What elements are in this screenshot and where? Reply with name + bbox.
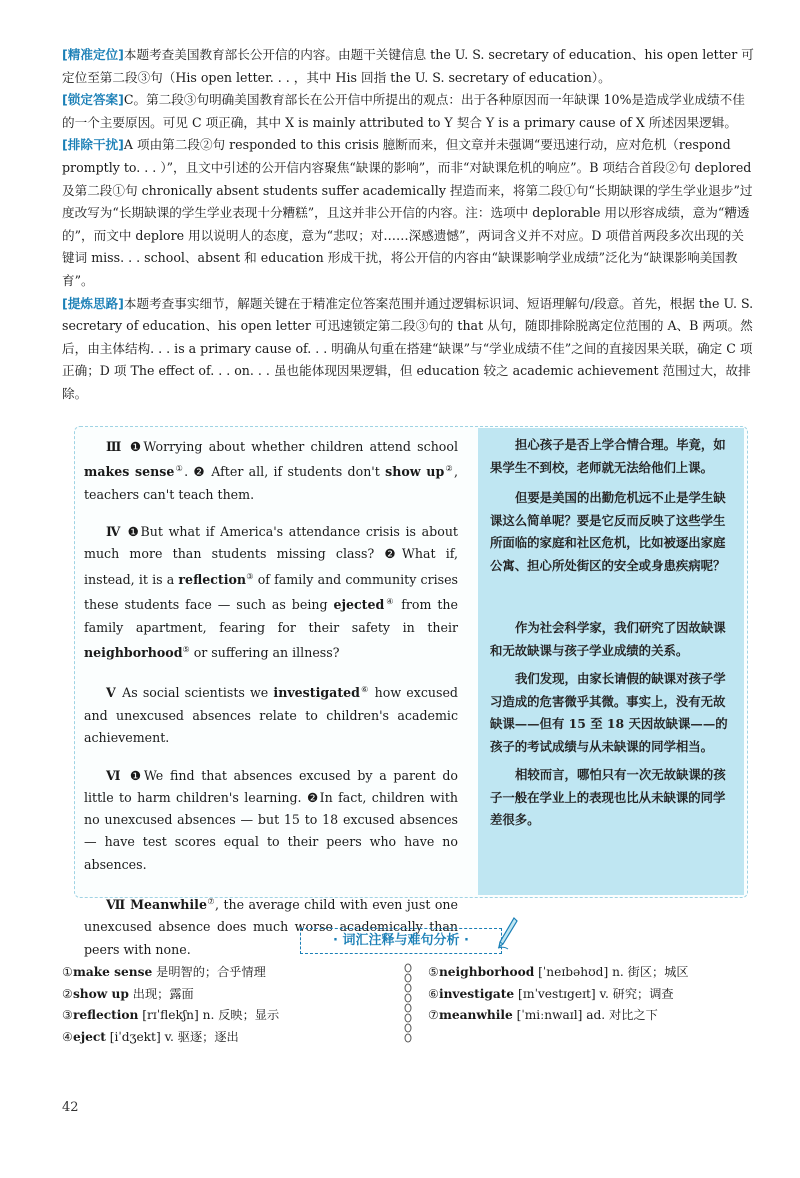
paragraph-number: Ⅳ [106,524,122,540]
passage-text: of family and community crises these students face — such as being [84,571,458,613]
keyword: investigated [273,685,360,701]
passage-text: or suffering an illness? [189,645,340,661]
exclude-distractor-tag: [排除干扰] [62,137,124,153]
vocab-word: reflection [72,1008,139,1022]
paragraph-number: Ⅵ [106,767,124,783]
passage-paragraph-3 [84,436,458,506]
chinese-translation-panel [478,428,744,895]
analysis-paragraph [62,44,754,89]
vocab-item [62,1005,279,1027]
footnote-marker: ② [444,464,454,474]
passage-paragraph-6 [84,765,458,876]
analysis-text: C。第二段③句明确美国教育部长在公开信中所提出的观点：出于各种原因而一年缺课 10%是造成学业成绩不佳的一个主要原因。可见 C 项正确，其中 X is mainly attributed to Y 契合 Y is a primary cause of X 所述因果逻辑。 [62,92,745,130]
vocab-number: ③ [62,1008,73,1022]
lock-answer-tag: [锁定答案] [62,92,124,108]
passage-text: . ❷ After all, if students don't [184,464,386,480]
footnote-marker: ① [174,464,185,474]
pen-icon [496,916,518,950]
page-number: 42 [62,1100,79,1115]
vocab-right-column [428,962,689,1027]
vocab-definition: [ˈneɪbəhʊd] n. 街区；城区 [534,965,689,979]
passage-text: how excused and unexcused absences relate to children's academic achievement. [84,685,458,746]
translation-paragraph: 作为社会科学家，我们研究了因故缺课和无故缺课与孩子学业成绩的关系。 [490,620,726,658]
passage-text: , the average child with even just one unexcused absence does much worse academically than peers with none. [84,897,458,957]
keyword: ejected [333,597,385,613]
analysis-text: A 项由第二段②句 responded to this crisis 臆断而来，但文章并未强调“要迅速行动，应对危机（respond promptly to. . . ）”，且文中引述的公开信内容聚焦“缺课的影响”，而非“对缺课危机的响应”。B 项结合首段②句 deplored 及第二段①句 chronically absent students suffer academically 捏造而来，将第二段①句“长期缺课的学生学业退步”过度改写为“长期缺课的学生学业表现十分糟糕”，且这并非公开信的内容。注：选项中 deplorable 用以形容成绩，意为“糟透的”，而文中 deplore 用以说明人的态度，意为“悲叹；对……深感遗憾”，两词含义并不对应。D 项借首两段多次出现的关键词 miss. . . school、absent 和 education 形成干扰，将公开信的内容由“缺课影响学业成绩”泛化为“缺课影响美国教育”。 [62,137,753,288]
analysis-section [62,44,754,406]
translation-paragraph: 我们发现，由家长请假的缺课对孩子学习造成的危害微乎其微。事实上，没有无故缺课——但有 15 至 18 天因故缺课——的孩子的考试成绩与从未缺课的同学相当。 [490,671,728,754]
precise-locate-tag: [精准定位] [62,47,124,62]
vocab-item [62,984,279,1006]
vocab-number: ① [62,965,73,979]
vocab-item [62,1027,279,1049]
vocab-item [428,984,689,1006]
chain-divider-icon [402,962,414,1046]
keyword: neighborhood [84,645,183,661]
passage-text: As social scientists we [116,685,274,701]
vocab-item [428,962,689,984]
vocab-number: ⑤ [428,965,439,979]
vocab-definition: [rɪˈflekʃn] n. 反映；显示 [138,1008,280,1022]
passage-text: ❶Worrying about whether children attend school [123,439,459,454]
vocab-number: ⑦ [428,1008,439,1022]
vocab-left-column [62,962,279,1048]
footnote-marker: ③ [246,571,254,581]
paragraph-number: Ⅶ [106,897,126,913]
passage-paragraph-4 [84,521,458,664]
analysis-paragraph [62,89,754,134]
passage-text: ❶We find that absences excused by a parent do little to harm children's learning. ❷In fact, children with no unexcused absences — but 15 to 18 excused absences — have test scores equal to their peers who have no absences. [84,767,458,872]
passage-text: , teachers can't teach them. [84,464,459,502]
vocab-definition: [iˈdʒekt] v. 驱逐；逐出 [105,1029,239,1044]
vocab-word: eject [72,1029,106,1044]
vocab-word: show up [72,986,129,1001]
footnote-marker: ⑥ [359,685,370,695]
vocab-word: investigate [438,986,515,1001]
vocab-number: ④ [62,1029,73,1044]
translation-paragraph: 但要是美国的出勤危机远不止是学生缺课这么简单呢？要是它反而反映了这些学生所面临的家庭和社区危机，比如被逐出家庭公寓、担心所处街区的安全或身患疾病呢？ [490,490,726,573]
analysis-paragraph [62,134,754,292]
translation-paragraph: 相较而言，哪怕只有一次无故缺课的孩子一般在学业上的表现也比从未缺课的同学差很多。 [490,767,726,827]
vocab-definition: 出现；露面 [128,986,194,1001]
keyword: show up [385,464,445,480]
analysis-text: 本题考查美国教育部长公开信的内容。由题干关键信息 the U. S. secretary of education、his open letter 可定位至第二段③句（His open letter. . . ，其中 His 回指 the U. S. secretary of education）。 [62,47,754,85]
passage-text: ❶But what if America's attendance crisis is about much more than students missing class? ❷What if, instead, it is a [84,524,458,587]
vocab-item [62,962,279,984]
passage-text: from the family apartment, fearing for their safety in their [84,597,458,635]
vocab-number: ② [62,986,73,1001]
footnote-marker: ⑤ [182,644,190,654]
translation-paragraph: 担心孩子是否上学合情合理。毕竟，如果学生不到校，老师就无法给他们上课。 [490,437,726,475]
keyword: Meanwhile [130,897,207,913]
vocab-section-title: · 词汇注释与难句分析 · [300,928,502,954]
refine-approach-tag: [提炼思路] [62,295,124,311]
vocab-word: meanwhile [438,1008,513,1022]
vocab-definition: 是明智的；合乎情理 [152,965,266,979]
paragraph-number: Ⅲ [106,439,124,454]
keyword: makes sense [84,464,175,480]
footnote-marker: ⑦ [206,896,216,906]
vocab-definition: [ˈmiːnwaɪl] ad. 对比之下 [512,1008,658,1022]
passage-paragraph-5 [84,679,458,749]
english-passage [84,436,458,976]
footnote-marker: ④ [384,597,396,607]
analysis-paragraph [62,293,754,406]
vocab-definition: [ɪnˈvestɪgeɪt] v. 研究；调查 [514,986,674,1001]
paragraph-number: Ⅴ [106,685,117,701]
analysis-text: 本题考查事实细节，解题关键在于精准定位答案范围并通过逻辑标识词、短语理解句/段意。首先，根据 the U. S. secretary of education、his open letter 可迅速锁定第二段③句的 that 从句，随即排除脱离定位范围的 A、B 两项。然后，由主体结构. . . is a primary cause of. . . 明确从句重在搭建“缺课”与“学业成绩不佳”之间的直接因果关联，确定 C 项正确；D 项 The effect of. . . on. . . 虽也能体现因果逻辑，但 education 较之 academic achievement 范围过大，故排除。 [62,295,754,401]
vocab-word: make sense [72,965,153,979]
vocab-number: ⑥ [428,986,439,1001]
vocab-word: neighborhood [438,965,535,979]
keyword: reflection [178,571,247,587]
vocab-item [428,1005,689,1027]
